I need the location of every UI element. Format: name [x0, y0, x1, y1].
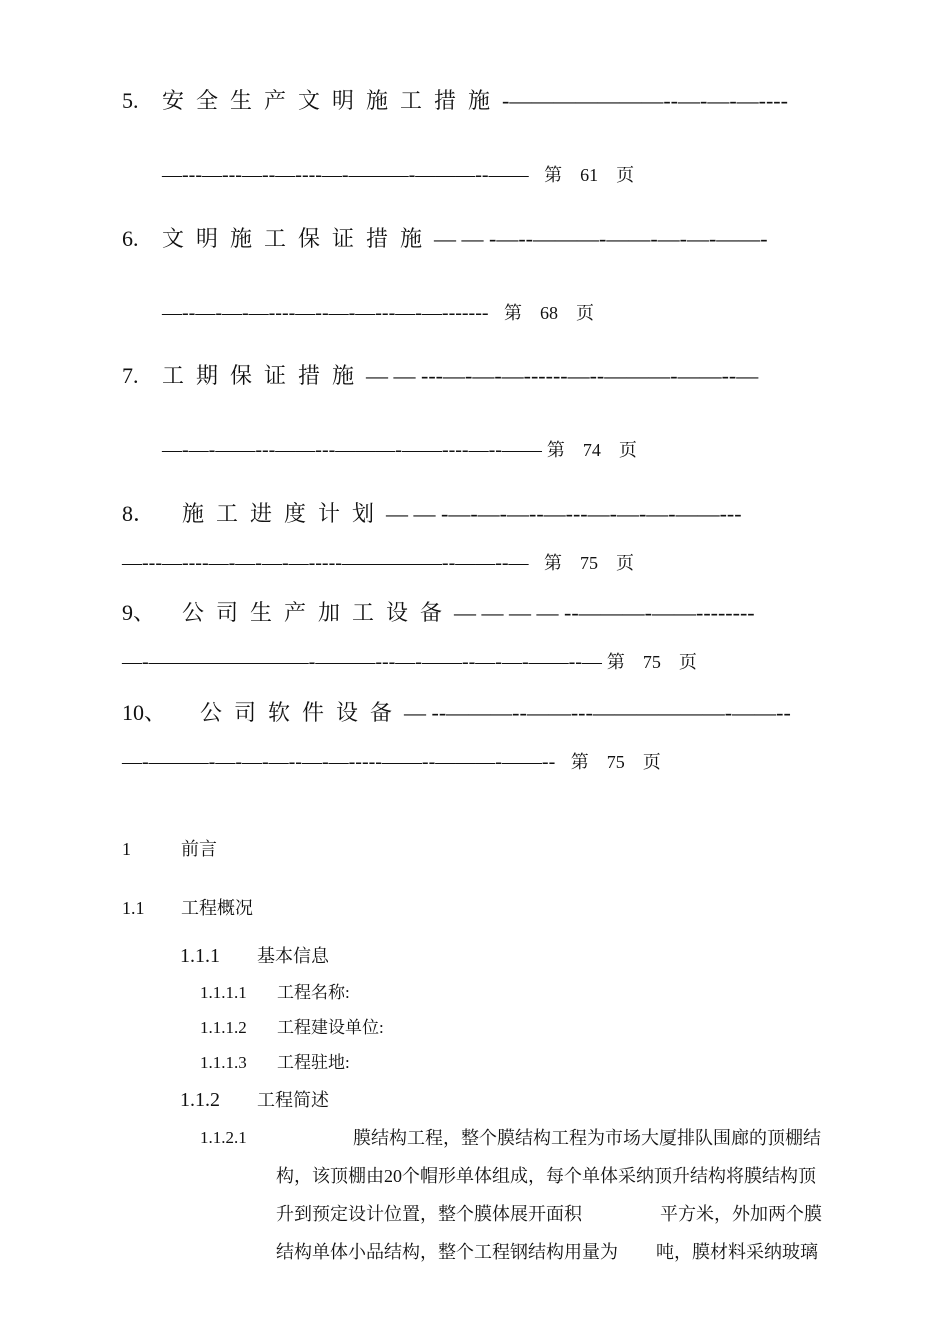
toc-page-ref: 第 61 页 — [544, 165, 635, 185]
toc-entry-7-continued — [162, 438, 655, 462]
heading-1-1-1-2 — [200, 1017, 384, 1039]
toc-leader: — — -—--———-——-—-—-——- — [434, 226, 768, 251]
paragraph-line: 膜结构工程，整个膜结构工程为市场大厦排队围廊的顶棚结 — [353, 1128, 821, 1148]
paragraph-line: 升到预定设计位置，整个膜体展开面积 平方米，外加两个膜 — [276, 1204, 822, 1224]
toc-title: 安全生产文明施工措施 — [162, 88, 503, 113]
toc-number: 7. — [122, 363, 139, 388]
toc-number: 9、 — [122, 600, 156, 625]
heading-text: 基本信息 — [257, 946, 329, 966]
toc-number: 10、 — [122, 700, 167, 725]
toc-entry-6-continued — [162, 301, 612, 325]
heading-number: 1.1.1 — [180, 945, 220, 967]
toc-entry-5[interactable] — [122, 88, 788, 114]
toc-page-ref: 第 68 页 — [504, 303, 595, 323]
paragraph-number: 1.1.2.1 — [200, 1128, 247, 1147]
toc-number: 8． — [122, 501, 156, 526]
heading-1-1-2 — [180, 1088, 329, 1112]
toc-leader: — — — — --———-——-------- — [454, 600, 755, 625]
toc-leader: —-—-——---——---———-——----—--—— — [162, 439, 542, 461]
toc-title: 公司软件设备 — [200, 700, 405, 725]
toc-title: 施工进度计划 — [182, 501, 387, 526]
heading-number: 1.1.2 — [180, 1089, 220, 1111]
heading-number: 1.1 — [122, 898, 145, 918]
toc-entry-7[interactable] — [122, 363, 758, 389]
paragraph-line: 构，该顶棚由20个帽形单体组成，每个单体采纳顶升结构将膜结构顶 — [276, 1166, 816, 1186]
heading-1-1-1-1 — [200, 982, 350, 1004]
heading-text: 工程建设单位: — [277, 1018, 384, 1037]
heading-1-1-1 — [180, 944, 329, 968]
toc-page-ref: 第 74 页 — [546, 440, 637, 460]
heading-number: 1.1.1.1 — [200, 983, 247, 1002]
heading-text: 工程概况 — [181, 898, 253, 918]
paragraph-body — [276, 1119, 851, 1271]
toc-page-ref: 第 75 页 — [606, 652, 697, 672]
toc-title: 文明施工保证措施 — [162, 226, 435, 251]
heading-text: 工程驻地: — [277, 1053, 350, 1072]
toc-page-ref: 第 75 页 — [544, 553, 635, 573]
heading-text: 工程名称: — [277, 983, 350, 1002]
toc-title: 工期保证措施 — [162, 363, 367, 388]
toc-entry-9-continued — [122, 650, 715, 674]
toc-leader: — --———--——---——————-——-- — [404, 700, 791, 725]
heading-number: 1.1.1.2 — [200, 1018, 247, 1037]
toc-entry-5-continued — [162, 163, 652, 187]
toc-entry-8[interactable] — [122, 501, 742, 527]
heading-text: 工程简述 — [257, 1090, 329, 1110]
toc-entry-9[interactable] — [122, 600, 755, 626]
toc-leader: —---—---—--—----—-———-———--—— — [162, 164, 529, 186]
toc-title: 公司生产加工设备 — [182, 600, 455, 625]
toc-entry-10[interactable] — [122, 700, 791, 726]
heading-1 — [122, 838, 217, 860]
heading-1-1-1-3 — [200, 1052, 350, 1074]
toc-page-ref: 第 75 页 — [570, 752, 661, 772]
toc-entry-6[interactable] — [122, 226, 768, 252]
toc-leader: — — -—-—-—--—---—-—-—-——--- — [386, 501, 742, 526]
toc-leader: —-———-—-—-—--—-—-----——--———-——-- — [122, 751, 556, 773]
heading-text: 前言 — [181, 839, 217, 859]
toc-entry-10-continued — [122, 750, 679, 774]
toc-number: 5. — [122, 88, 139, 113]
toc-entry-8-continued — [122, 551, 652, 575]
toc-leader: -———————--—-—-—---- — [502, 88, 788, 113]
toc-leader: — — ---—-—-—------—--———-——--— — [366, 363, 759, 388]
toc-leader: —--—-—-—----—--—-—---—-—------- — [162, 302, 489, 324]
heading-1-1 — [122, 897, 253, 919]
heading-number: 1.1.1.3 — [200, 1053, 247, 1072]
heading-number: 1 — [122, 839, 131, 859]
toc-leader: —---—----—-—-—-—-----—————--——--— — [122, 552, 529, 574]
toc-leader: —-————————-———---—-——--—-—-——--— — [122, 651, 602, 673]
toc-number: 6. — [122, 226, 139, 251]
paragraph-line: 结构单体小品结构，整个工程钢结构用量为 吨，膜材料采纳玻璃 — [276, 1242, 818, 1262]
